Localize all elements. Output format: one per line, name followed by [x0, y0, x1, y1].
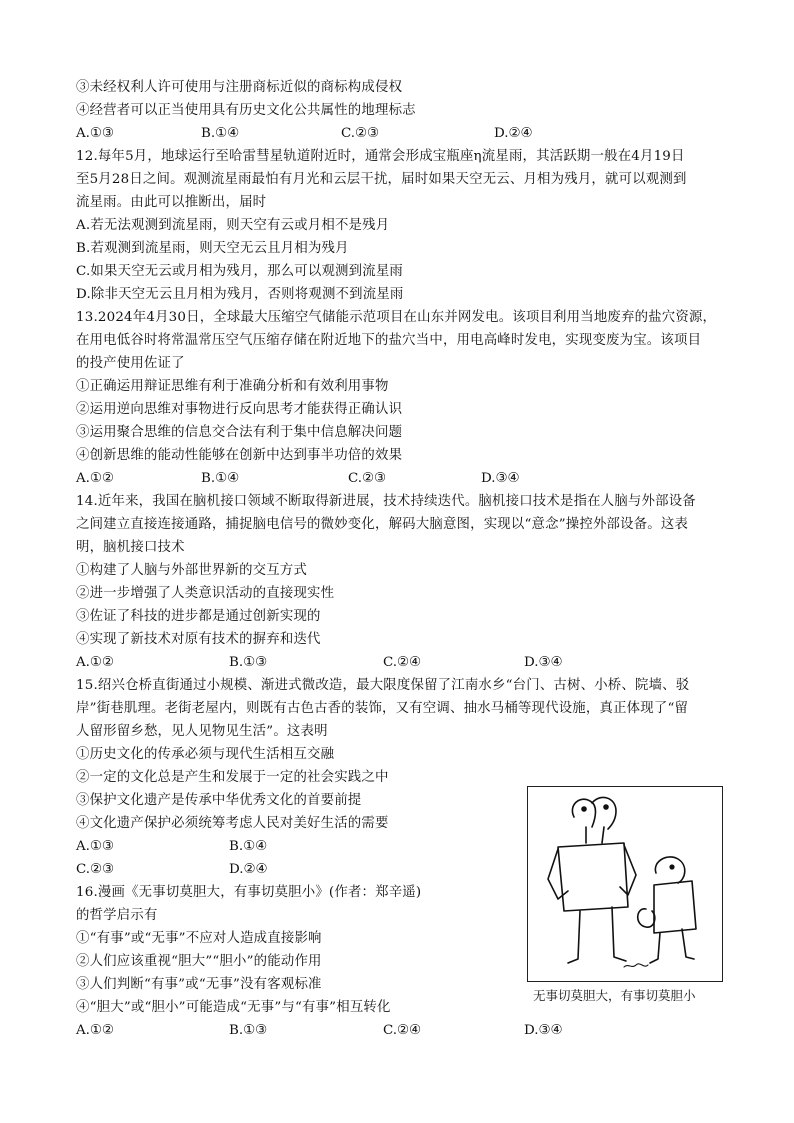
q14-stem-line-2: 之间建立直接连接通路，捕捉脑电信号的微妙变化，解码大脑意图，实现以“意念”操控外部设备。这表 [76, 517, 689, 532]
q16-stem-line-1: 16.漫画《无事切莫胆大，有事切莫胆小》(作者：郑辛遥) [76, 885, 422, 900]
q11-statement-3: ③未经权利人许可使用与注册商标近似的商标构成侵权 [76, 80, 403, 95]
q15-statement-3: ③保护文化遗产是传承中华优秀文化的首要前提 [76, 793, 362, 808]
q12-option-b: B.若观测到流星雨，则天空无云且月相为残月 [76, 241, 349, 256]
option-c: C.②③ [341, 126, 380, 141]
cartoon-illustration [527, 786, 723, 982]
q11-options [76, 122, 736, 145]
option-c: C.②③ [348, 471, 387, 486]
option-d: D.②④ [494, 126, 533, 141]
option-b: B.①③ [229, 655, 268, 670]
q12-stem-line-2: 至5月28日之间。观测流星雨最怕有月光和云层干扰，届时如果天空无云、月相为残月，就可以观测到 [76, 172, 687, 187]
q15-statement-4: ④文化遗产保护必须统筹考虑人民对美好生活的需要 [76, 816, 389, 831]
q15-options-row-2 [76, 858, 376, 881]
cartoon-drawing [528, 787, 721, 980]
q12-option-c: C.如果天空无云或月相为残月，那么可以观测到流星雨 [76, 264, 404, 279]
q16-statement-3: ③人们判断“有事”或“无事”没有客观标准 [76, 977, 322, 992]
option-d: D.③④ [524, 655, 563, 670]
q15-stem-line-1: 15.绍兴仓桥直街通过小规模、渐进式微改造，最大限度保留了江南水乡“台门、古树、小桥、院墙、驳 [76, 678, 690, 693]
q13-stem-line-1: 13.2024年4月30日，全球最大压缩空气储能示范项目在山东并网发电。该项目利用当地废弃的盐穴资源， [76, 310, 717, 325]
q16-statement-2: ②人们应该重视“胆大”“胆小”的能动作用 [76, 954, 322, 969]
q13-stem-line-3: 的投产使用佐证了 [76, 356, 185, 371]
q12-stem-line-1: 12.每年5月，地球运行至哈雷彗星轨道附近时，通常会形成宝瓶座η流星雨，其活跃期一般在4月19日 [76, 149, 685, 164]
option-a: A.①② [76, 471, 114, 486]
q15-statement-1: ①历史文化的传承必须与现代生活相互交融 [76, 747, 335, 762]
q16-options [76, 1019, 736, 1042]
option-c: C.②③ [76, 862, 115, 877]
q16-statement-4: ④“胆大”或“胆小”可能造成“无事”与“有事”相互转化 [76, 1000, 391, 1015]
q14-options [76, 651, 736, 674]
q13-statement-1: ①正确运用辩证思维有利于准确分析和有效利用事物 [76, 379, 389, 394]
q11-statement-4: ④经营者可以正当使用具有历史文化公共属性的地理标志 [76, 103, 416, 118]
q12-option-a: A.若无法观测到流星雨，则天空有云或月相不是残月 [76, 218, 390, 233]
q14-statement-3: ③佐证了科技的进步都是通过创新实现的 [76, 609, 321, 624]
q12-stem-line-3: 流星雨。由此可以推断出，届时 [76, 195, 267, 210]
option-d: D.②④ [229, 862, 268, 877]
option-a: A.①③ [76, 126, 114, 141]
q16-statement-1: ①“有事”或“无事”不应对人造成直接影响 [76, 931, 322, 946]
q13-statement-2: ②运用逆向思维对事物进行反向思考才能获得正确认识 [76, 402, 403, 417]
q12-option-d: D.除非天空无云且月相为残月，否则将观测不到流星雨 [76, 287, 404, 302]
q13-statement-3: ③运用聚合思维的信息交合法有利于集中信息解决问题 [76, 425, 403, 440]
q13-statement-4: ④创新思维的能动性能够在创新中达到事半功倍的效果 [76, 448, 403, 463]
option-b: B.①④ [229, 839, 268, 854]
q13-options [76, 467, 736, 490]
option-d: D.③④ [481, 471, 520, 486]
option-c: C.②④ [383, 655, 422, 670]
cartoon-caption: 无事切莫胆大，有事切莫胆小 [533, 988, 696, 1003]
q15-stem-line-2: 岸”街巷肌理。老街老屋内，则既有古色古香的装饰，又有空调、抽水马桶等现代设施，真正体现了“留 [76, 701, 689, 716]
option-c: C.②④ [383, 1023, 422, 1038]
q14-stem-line-3: 明，脑机接口技术 [76, 540, 185, 555]
q14-statement-2: ②进一步增强了人类意识活动的直接现实性 [76, 586, 335, 601]
option-b: B.①③ [229, 1023, 268, 1038]
option-d: D.③④ [524, 1023, 563, 1038]
q15-statement-2: ②一定的文化总是产生和发展于一定的社会实践之中 [76, 770, 389, 785]
q15-options-row-1 [76, 835, 376, 858]
q14-statement-4: ④实现了新技术对原有技术的摒弃和迭代 [76, 632, 321, 647]
q16-stem-line-2: 的哲学启示有 [76, 908, 158, 923]
option-b: B.①④ [201, 126, 240, 141]
q14-statement-1: ①构建了人脑与外部世界新的交互方式 [76, 563, 308, 578]
option-a: A.①③ [76, 839, 114, 854]
option-a: A.①② [76, 655, 114, 670]
q14-stem-line-1: 14.近年来，我国在脑机接口领域不断取得新进展，技术持续迭代。脑机接口技术是指在人脑与外部设备 [76, 494, 696, 509]
option-b: B.①④ [201, 471, 240, 486]
q13-stem-line-2: 在用电低谷时将常温常压空气压缩存储在附近地下的盐穴当中，用电高峰时发电，实现变废为宝。该项目 [76, 333, 702, 348]
option-a: A.①② [76, 1023, 114, 1038]
q15-stem-line-3: 人留形留乡愁，见人见物见生活”。这表明 [76, 724, 328, 739]
